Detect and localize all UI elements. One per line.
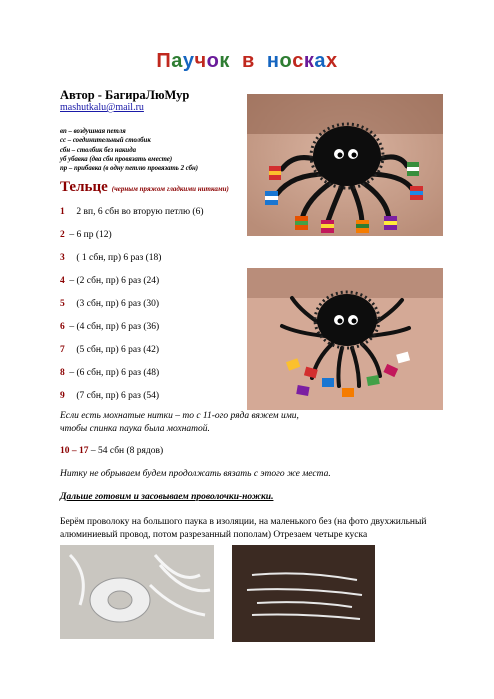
- title-letter: в: [241, 50, 255, 72]
- row-text: – (6 сбн, пр) 6 раз (48): [69, 368, 160, 378]
- note-continue: Нитку не обрываем будем продолжать вязать с этого же места.: [60, 469, 331, 479]
- abbr-item: сс – соединительный столбик: [60, 137, 151, 145]
- pattern-row: [60, 446, 163, 456]
- pattern-row: [60, 276, 159, 286]
- title-letter: н: [266, 50, 280, 72]
- title-letter: [255, 50, 267, 73]
- section-heading-text: Тельце: [60, 179, 108, 195]
- title-letter: к: [303, 50, 315, 72]
- row-number: 5: [60, 299, 65, 309]
- pattern-row: [60, 230, 112, 240]
- pattern-row: [60, 207, 204, 217]
- title-letter: у: [182, 50, 195, 72]
- row-text: 2 вп, 6 сбн во вторую петлю (6): [76, 207, 204, 217]
- abbr-item: сбн – столбик без накида: [60, 146, 136, 154]
- row-text: (5 сбн, пр) 6 раз (42): [76, 345, 160, 355]
- row-text: – 6 пр (12): [69, 230, 112, 240]
- abbr-item: уб убавка (два сбн провязать вместе): [60, 155, 173, 163]
- abbr-item: вп – воздушная петля: [60, 128, 126, 135]
- pattern-row: [60, 253, 161, 263]
- pattern-row: [60, 345, 159, 355]
- row-number: 1: [60, 207, 65, 217]
- row-text: – (4 сбн, пр) 6 раз (36): [69, 322, 160, 332]
- abbr-item: пр – прибавка (в одну петлю провязать 2 сбн): [60, 165, 199, 173]
- row-number: 3: [60, 253, 65, 263]
- row-text: (3 сбн, пр) 6 раз (30): [76, 299, 160, 309]
- row-text: – (2 сбн, пр) 6 раз (24): [69, 276, 160, 286]
- row-text: (7 сбн, пр) 6 раз (54): [76, 391, 160, 401]
- row-number: 6: [60, 322, 65, 332]
- author-email-link[interactable]: mashutkalu@mail.ru: [60, 102, 144, 113]
- row-number: 8: [60, 368, 65, 378]
- title-letter: а: [314, 50, 326, 72]
- section-heading-wires: Дальше готовим и засовываем проволочки-ножки.: [60, 492, 274, 502]
- title-letter: [230, 50, 242, 73]
- instruction-paragraph: Берём проволоку на большого паука в изоляции, на маленького без (на фото двухжильный алюминиевый провод, потом разрезанный пополам) Отрезаем четыре куска: [60, 517, 427, 540]
- title-letter: о: [279, 50, 293, 72]
- title-letter: х: [325, 50, 338, 72]
- row-number: 2: [60, 230, 65, 240]
- title-letter: ч: [194, 50, 207, 72]
- row-text: – 54 сбн (8 рядов): [90, 446, 164, 456]
- spider-photo-1: [247, 94, 443, 236]
- title-letter: к: [219, 50, 230, 72]
- pattern-row: [60, 322, 159, 332]
- row-number: 4: [60, 276, 65, 286]
- note-fluffy-yarn: Если есть мохнатые нитки – то с 11-ого ряда вяжем ими, чтобы спинка паука была мохнатой.: [60, 411, 299, 434]
- page-title: [0, 50, 494, 73]
- row-text: ( 1 сбн, пр) 6 раз (18): [76, 253, 162, 263]
- row-number: 9: [60, 391, 65, 401]
- pattern-row: [60, 299, 159, 309]
- section-heading-body: [60, 178, 229, 196]
- section-subheading: (черным пряжом гладкими нитками): [111, 185, 229, 193]
- author-line: Автор - БагираЛюМур: [60, 88, 190, 102]
- wire-pieces-photo: [232, 545, 375, 642]
- wire-tape-photo: [60, 545, 214, 639]
- spider-photo-2: [247, 268, 443, 410]
- title-letter: с: [292, 50, 304, 72]
- title-letter: П: [156, 50, 172, 72]
- title-letter: а: [171, 50, 183, 72]
- pattern-row: [60, 368, 159, 378]
- abbreviations-list: [60, 127, 198, 173]
- row-number: 10 – 17: [60, 446, 89, 456]
- pattern-row: [60, 391, 159, 401]
- row-number: 7: [60, 345, 65, 355]
- title-letter: о: [206, 50, 220, 72]
